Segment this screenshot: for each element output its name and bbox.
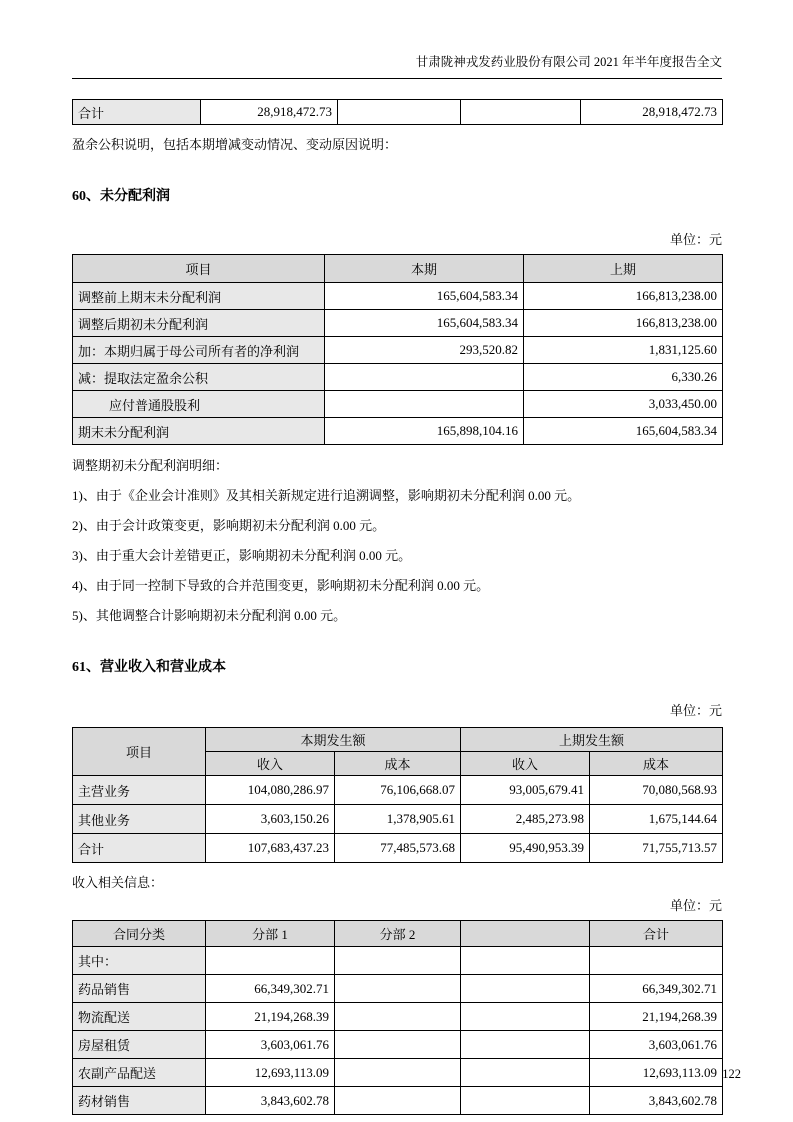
adjustment-detail-item: 1)、由于《企业会计准则》及其相关新规定进行追溯调整，影响期初未分配利润 0.00 元。 (72, 488, 581, 503)
table-cell: 93,005,679.41 (461, 776, 590, 805)
table-cell: 3,843,602.78 (590, 1087, 723, 1115)
table-cell: 166,813,238.00 (524, 283, 723, 310)
adjustment-detail-item: 5)、其他调整合计影响期初未分配利润 0.00 元。 (72, 608, 347, 623)
table-cell: 1,675,144.64 (590, 805, 723, 834)
table-cell: 调整前上期末未分配利润 (73, 283, 325, 310)
table-row (73, 283, 723, 310)
table-cell: 66,349,302.71 (206, 975, 335, 1003)
table-row (73, 776, 723, 805)
table-row (73, 337, 723, 364)
table-cell (335, 1059, 461, 1087)
header-divider (72, 78, 722, 79)
table-header-cell: 收入 (206, 752, 335, 776)
section-61-title: 61、营业收入和营业成本 (72, 660, 226, 675)
table-header-cell: 收入 (461, 752, 590, 776)
document-header (72, 0, 722, 70)
table-cell: 主营业务 (73, 776, 206, 805)
table-cell: 3,033,450.00 (524, 391, 723, 418)
contract-classification-table (72, 920, 723, 1115)
table-cell (338, 100, 461, 125)
table-row (73, 100, 723, 125)
table-cell: 76,106,668.07 (335, 776, 461, 805)
adjustment-detail-item: 2)、由于会计政策变更，影响期初未分配利润 0.00 元。 (72, 518, 386, 533)
table-row (73, 1031, 723, 1059)
adjustment-detail-item: 3)、由于重大会计差错更正，影响期初未分配利润 0.00 元。 (72, 548, 412, 563)
table-header-row (73, 921, 723, 947)
table-cell: 165,604,583.34 (325, 283, 524, 310)
table-header-cell (461, 921, 590, 947)
table-row (73, 947, 723, 975)
table-header-row (73, 728, 723, 752)
surplus-total-table (72, 99, 723, 125)
adjustment-detail-title: 调整期初未分配利润明细： (72, 458, 229, 473)
table-cell (206, 947, 335, 975)
table-cell (590, 947, 723, 975)
table-cell: 104,080,286.97 (206, 776, 335, 805)
table-row (73, 1059, 723, 1087)
table-cell: 3,603,061.76 (206, 1031, 335, 1059)
table-cell: 药材销售 (73, 1087, 206, 1115)
table-header-cell: 本期 (325, 255, 524, 283)
table-cell: 71,755,713.57 (590, 834, 723, 863)
table-cell: 165,898,104.16 (325, 418, 524, 445)
table-cell: 77,485,573.68 (335, 834, 461, 863)
table-cell: 28,918,472.73 (581, 100, 723, 125)
table-cell: 2,485,273.98 (461, 805, 590, 834)
table-cell: 3,843,602.78 (206, 1087, 335, 1115)
unit-label: 单位：元 (669, 703, 722, 718)
table-header-cell: 成本 (335, 752, 461, 776)
table-cell: 21,194,268.39 (206, 1003, 335, 1031)
table-cell (461, 100, 581, 125)
table-header-cell: 上期发生额 (461, 728, 723, 752)
table-cell: 12,693,113.09 (206, 1059, 335, 1087)
table-cell: 12,693,113.09 (590, 1059, 723, 1087)
table-row (73, 975, 723, 1003)
table-cell: 减：提取法定盈余公积 (73, 364, 325, 391)
income-info-note: 收入相关信息： (72, 875, 164, 890)
table-cell: 农副产品配送 (73, 1059, 206, 1087)
table-cell: 166,813,238.00 (524, 310, 723, 337)
table-header-cell: 分部 1 (206, 921, 335, 947)
table-cell: 药品销售 (73, 975, 206, 1003)
table-header-cell: 分部 2 (335, 921, 461, 947)
table-cell: 66,349,302.71 (590, 975, 723, 1003)
table-cell (461, 947, 590, 975)
table-cell: 107,683,437.23 (206, 834, 335, 863)
table-cell: 165,604,583.34 (325, 310, 524, 337)
table-row (73, 418, 723, 445)
table-cell (335, 1031, 461, 1059)
table-cell (335, 975, 461, 1003)
revenue-cost-table (72, 727, 723, 863)
page-number: 122 (722, 1067, 741, 1081)
table-cell: 3,603,061.76 (590, 1031, 723, 1059)
table-cell (461, 1059, 590, 1087)
table-cell (335, 947, 461, 975)
table-header-cell: 合同分类 (73, 921, 206, 947)
table-header-cell: 成本 (590, 752, 723, 776)
table-cell: 3,603,150.26 (206, 805, 335, 834)
table-cell: 其他业务 (73, 805, 206, 834)
table-cell: 70,080,568.93 (590, 776, 723, 805)
table-cell (335, 1087, 461, 1115)
table-cell: 期末未分配利润 (73, 418, 325, 445)
table-cell (461, 1031, 590, 1059)
section-60-title: 60、未分配利润 (72, 189, 170, 204)
table-cell (335, 1003, 461, 1031)
table-cell: 6,330.26 (524, 364, 723, 391)
table-cell: 房屋租赁 (73, 1031, 206, 1059)
surplus-note: 盈余公积说明，包括本期增减变动情况、变动原因说明： (72, 137, 398, 152)
table-cell: 加：本期归属于母公司所有者的净利润 (73, 337, 325, 364)
table-row (73, 391, 723, 418)
table-cell (461, 975, 590, 1003)
table-cell (325, 364, 524, 391)
table-cell: 其中： (73, 947, 206, 975)
adjustment-detail-item: 4)、由于同一控制下导致的合并范围变更，影响期初未分配利润 0.00 元。 (72, 578, 490, 593)
table-header-cell: 项目 (73, 255, 325, 283)
retained-earnings-table (72, 254, 723, 445)
table-cell: 293,520.82 (325, 337, 524, 364)
table-cell: 应付普通股股利 (73, 391, 325, 418)
table-row (73, 364, 723, 391)
table-header-row (73, 255, 723, 283)
table-header-cell: 合计 (590, 921, 723, 947)
table-cell: 95,490,953.39 (461, 834, 590, 863)
table-row (73, 834, 723, 863)
table-cell: 28,918,472.73 (201, 100, 338, 125)
table-row (73, 1003, 723, 1031)
unit-label: 单位：元 (669, 898, 722, 913)
table-cell (461, 1003, 590, 1031)
table-header-cell: 项目 (73, 728, 206, 776)
table-row (73, 310, 723, 337)
document-header-text: 甘肃陇神戎发药业股份有限公司 2021 年半年度报告全文 (415, 55, 722, 69)
table-cell: 1,831,125.60 (524, 337, 723, 364)
table-cell: 物流配送 (73, 1003, 206, 1031)
table-cell: 合计 (73, 100, 201, 125)
table-cell (461, 1087, 590, 1115)
table-row (73, 805, 723, 834)
table-header-cell: 上期 (524, 255, 723, 283)
table-cell: 合计 (73, 834, 206, 863)
table-cell: 调整后期初未分配利润 (73, 310, 325, 337)
table-header-cell: 本期发生额 (206, 728, 461, 752)
unit-label: 单位：元 (669, 232, 722, 247)
table-cell: 165,604,583.34 (524, 418, 723, 445)
table-cell (325, 391, 524, 418)
table-cell: 21,194,268.39 (590, 1003, 723, 1031)
table-row (73, 1087, 723, 1115)
table-cell: 1,378,905.61 (335, 805, 461, 834)
